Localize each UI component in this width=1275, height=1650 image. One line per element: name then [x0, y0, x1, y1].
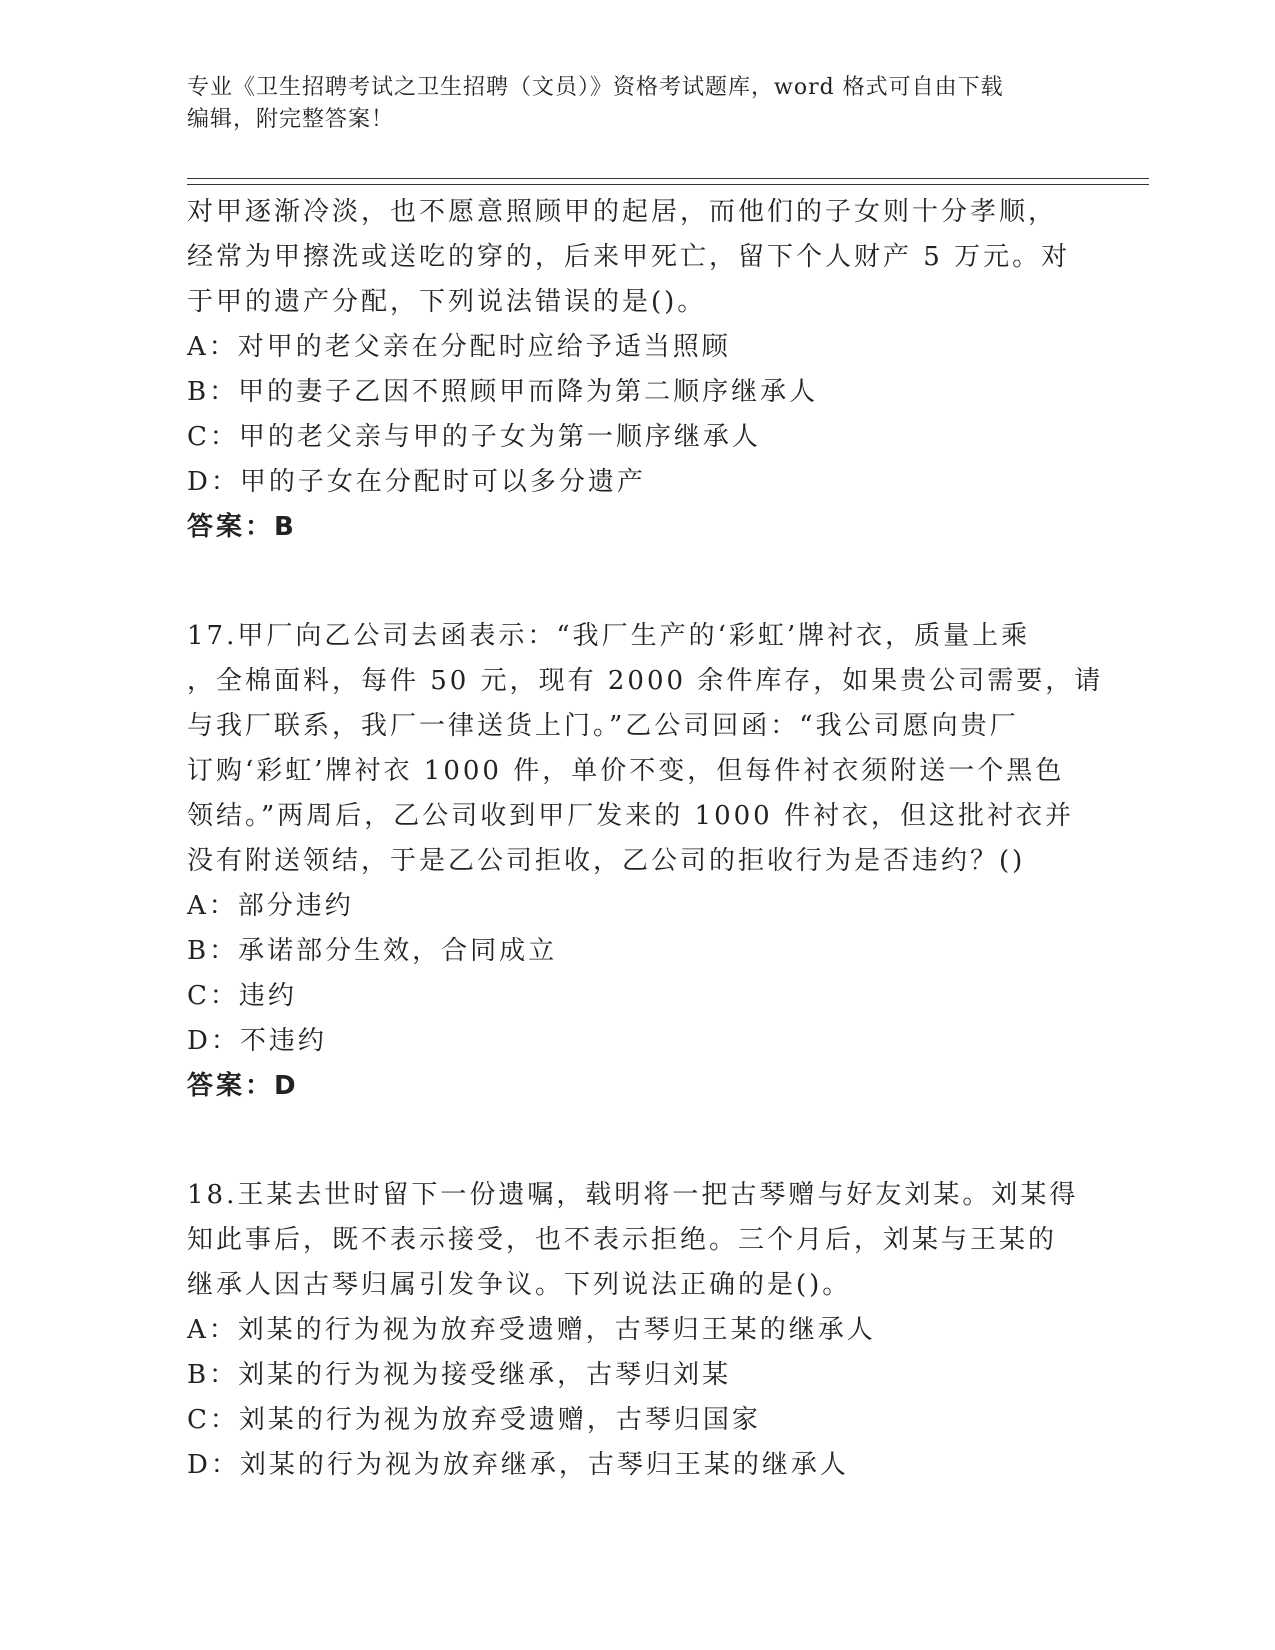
answer-label: 答案：B: [187, 512, 297, 542]
question-gap: [187, 550, 1087, 614]
option-b: B：刘某的行为视为接受继承，古琴归刘某: [187, 1360, 732, 1390]
option-b: B：承诺部分生效，合同成立: [187, 936, 558, 966]
header-divider-bottom: [187, 184, 1149, 185]
question-stem-line: 没有附送领结，于是乙公司拒收，乙公司的拒收行为是否违约？(): [187, 846, 1026, 876]
question-stem-line: 对甲逐渐冷淡，也不愿意照顾甲的起居，而他们的子女则十分孝顺，: [187, 197, 1058, 227]
option-c: C：甲的老父亲与甲的子女为第一顺序继承人: [187, 422, 761, 452]
question-16: [187, 190, 1087, 550]
question-stem-line: 与我厂联系，我厂一律送货上门。”乙公司回函：“我公司愿向贵厂: [187, 711, 1019, 741]
option-d: D：甲的子女在分配时可以多分遗产: [187, 467, 646, 497]
answer-label: 答案：D: [187, 1071, 299, 1101]
option-d: D：不违约: [187, 1026, 327, 1056]
document-header: [187, 72, 1087, 136]
header-line-2: 编辑，附完整答案！: [187, 107, 395, 132]
option-c: C：刘某的行为视为放弃受遗赠，古琴归国家: [187, 1405, 761, 1435]
header-line-1: 专业《卫生招聘考试之卫生招聘（文员）》资格考试题库，word 格式可自由下载: [187, 75, 1004, 100]
question-stem-line: 知此事后，既不表示接受，也不表示拒绝。三个月后，刘某与王某的: [187, 1225, 1058, 1255]
option-d: D：刘某的行为视为放弃继承，古琴归王某的继承人: [187, 1450, 849, 1480]
option-a: A：部分违约: [187, 891, 354, 921]
question-stem-line: 继承人因古琴归属引发争议。下列说法正确的是()。: [187, 1270, 852, 1300]
document-body: [187, 190, 1104, 1488]
header-divider-top: [187, 178, 1149, 179]
question-stem-line: 领结。”两周后，乙公司收到甲厂发来的 1000 件衬衣，但这批衬衣并: [187, 801, 1074, 831]
question-stem-line: 17.甲厂向乙公司去函表示：“我厂生产的‘彩虹’牌衬衣，质量上乘: [187, 621, 1031, 651]
question-stem-line: 订购‘彩虹’牌衬衣 1000 件，单价不变，但每件衬衣须附送一个黑色: [187, 756, 1065, 786]
question-17: [187, 614, 1104, 1109]
option-c: C：违约: [187, 981, 297, 1011]
option-a: A：对甲的老父亲在分配时应给予适当照顾: [187, 332, 731, 362]
option-b: B：甲的妻子乙因不照顾甲而降为第二顺序继承人: [187, 377, 819, 407]
question-18: [187, 1173, 1087, 1488]
question-gap: [187, 1109, 1087, 1173]
question-stem-line: 于甲的遗产分配，下列说法错误的是()。: [187, 287, 707, 317]
option-a: A：刘某的行为视为放弃受遗赠，古琴归王某的继承人: [187, 1315, 876, 1345]
question-stem-line: ，全棉面料，每件 50 元，现有 2000 余件库存，如果贵公司需要，请: [187, 666, 1104, 696]
question-stem-line: 经常为甲擦洗或送吃的穿的，后来甲死亡，留下个人财产 5 万元。对: [187, 242, 1071, 272]
question-stem-line: 18.王某去世时留下一份遗嘱，载明将一把古琴赠与好友刘某。刘某得: [187, 1180, 1079, 1210]
